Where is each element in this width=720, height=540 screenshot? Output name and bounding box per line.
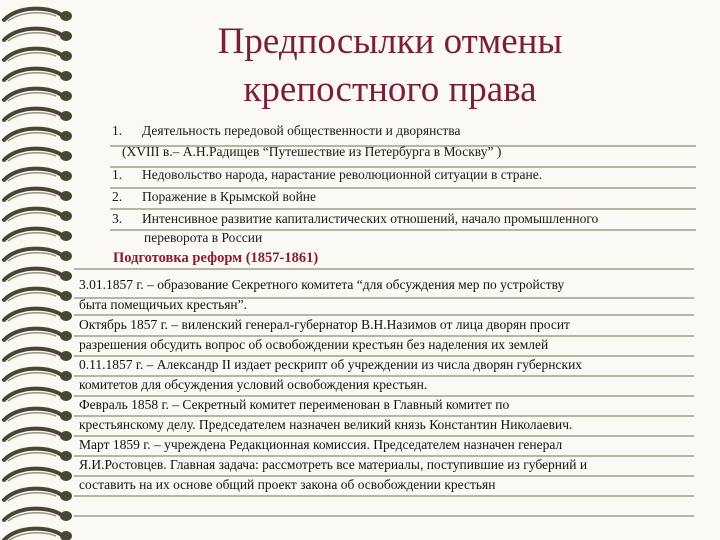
rule-line <box>74 515 694 517</box>
prerequisite-item <box>112 186 702 207</box>
item-text: Недовольство народа, нарастание революционной ситуации в стране. <box>142 167 543 182</box>
timeline-line: разрешения обсудить вопрос об освобождении крестьян без наделения их землей <box>79 337 549 352</box>
section-subheading: Подготовка реформ (1857-1861) <box>113 250 319 266</box>
item-text: Интенсивное развитие капиталистических отношений, начало промышленного <box>142 211 599 226</box>
timeline-line: 3.01.1857 г. – образование Секретного комитета “для обсуждения мер по устройству <box>79 277 565 292</box>
spiral-ring-icon <box>4 449 72 461</box>
spiral-ring-icon <box>4 129 72 141</box>
title-line: Предпосылки отмены <box>217 21 563 62</box>
spiral-ring-icon <box>4 89 72 101</box>
title-line: крепостного права <box>243 69 537 110</box>
spiral-ring-icon <box>4 309 72 321</box>
prerequisite-item <box>112 120 702 141</box>
spiral-ring-icon <box>4 529 72 540</box>
spiral-ring-icon <box>4 269 72 281</box>
item-number: 1. <box>112 123 123 138</box>
spiral-ring-icon <box>4 429 72 441</box>
item-text: Деятельность передовой общественности и дворянства <box>142 123 461 138</box>
prerequisite-item <box>112 208 702 229</box>
spiral-ring-icon <box>4 189 72 201</box>
item-number: 3. <box>112 211 123 226</box>
spiral-ring-icon <box>4 369 72 381</box>
item-number: 2. <box>112 189 123 204</box>
timeline-line: составить на их основе общий проект закона об освобождении крестьян <box>79 477 496 492</box>
item-text: переворота в России <box>144 230 263 245</box>
timeline-line: быта помещичьих крестьян”. <box>79 297 248 312</box>
spiral-ring-icon <box>4 489 72 501</box>
spiral-ring-icon <box>4 289 72 301</box>
spiral-ring-icon <box>4 469 72 481</box>
spiral-ring-icon <box>4 149 72 161</box>
spiral-ring-icon <box>4 209 72 221</box>
prerequisite-item <box>112 164 702 185</box>
spiral-ring-icon <box>4 169 72 181</box>
spiral-ring-icon <box>4 349 72 361</box>
prerequisite-note <box>122 141 712 162</box>
item-text: Поражение в Крымской войне <box>142 189 317 204</box>
spiral-ring-icon <box>4 509 72 521</box>
rule-line <box>74 268 694 270</box>
timeline-line: комитетов для обсуждения условий освобождения крестьян. <box>79 377 428 392</box>
timeline-line: Март 1859 г. – учреждена Редакционная комиссия. Председателем назначен генерал <box>79 437 563 452</box>
timeline-line: Февраль 1858 г. – Секретный комитет переименован в Главный комитет по <box>79 397 510 412</box>
timeline-line: Октябрь 1857 г. – виленский генерал-губернатор В.Н.Назимов от лица дворян просит <box>79 317 570 332</box>
rule-line <box>74 495 694 497</box>
spiral-ring-icon <box>4 329 72 341</box>
timeline-line: Я.И.Ростовцев. Главная задача: рассмотреть все материалы, поступившие из губерний и <box>79 457 588 472</box>
spiral-ring-icon <box>4 229 72 241</box>
spiral-binding <box>0 0 80 540</box>
timeline-line: крестьянскому делу. Председателем назначен великий князь Константин Николаевич. <box>79 417 573 432</box>
spiral-ring-icon <box>4 109 72 121</box>
spiral-ring-icon <box>4 9 72 21</box>
spiral-ring-icon <box>4 69 72 81</box>
spiral-ring-icon <box>4 409 72 421</box>
spiral-ring-icon <box>4 49 72 61</box>
spiral-ring-icon <box>4 389 72 401</box>
item-text: (XVIII в.– А.Н.Радищев “Путешествие из Петербурга в Москву” ) <box>122 144 502 159</box>
spiral-ring-icon <box>4 29 72 41</box>
slide-title <box>150 18 630 114</box>
timeline-line: 0.11.1857 г. – Александр II издает рескрипт об учреждении из числа дворян губернских <box>79 357 583 372</box>
prerequisite-continuation <box>144 227 720 248</box>
spiral-ring-icon <box>4 249 72 261</box>
item-number: 1. <box>112 167 123 182</box>
